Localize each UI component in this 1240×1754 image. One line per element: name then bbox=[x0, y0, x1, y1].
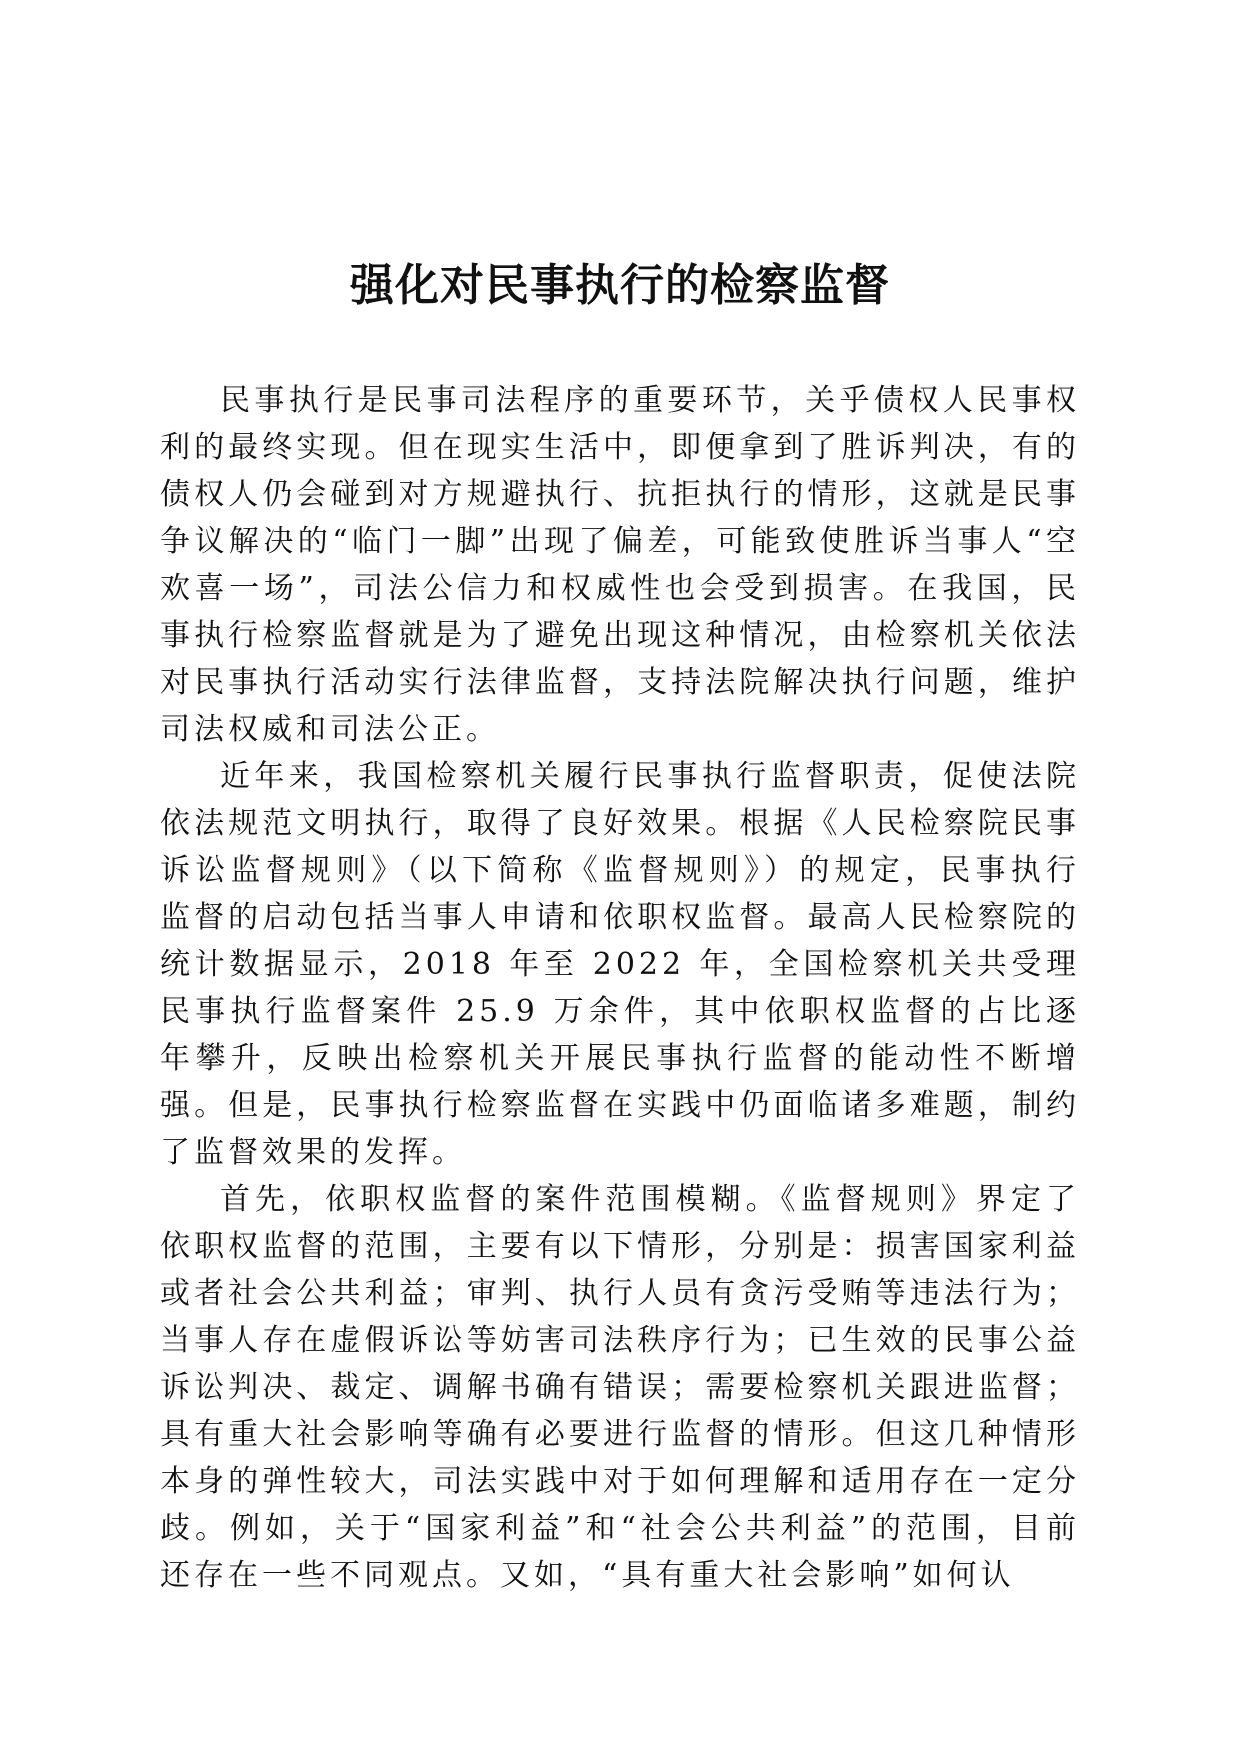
document-body bbox=[160, 377, 1080, 1599]
paragraph-2: 近年来，我国检察机关履行民事执行监督职责，促使法院依法规范文明执行，取得了良好效果。根据《人民检察院民事诉讼监督规则》（以下简称《监督规则》）的规定，民事执行监督的启动包括当事人申请和依职权监督。最高人民检察院的统计数据显示，2018 年至 2022 年，全国检察机关共受理民事执行监督案件 25.9 万余件，其中依职权监督的占比逐年攀升，反映出检察机关开展民事执行监督的能动性不断增强。但是，民事执行检察监督在实践中仍面临诸多难题，制约了监督效果的发挥。 bbox=[160, 759, 1080, 1170]
paragraph-3: 首先，依职权监督的案件范围模糊。《监督规则》界定了依职权监督的范围，主要有以下情形，分别是：损害国家利益或者社会公共利益；审判、执行人员有贪污受贿等违法行为；当事人存在虚假诉讼等妨害司法秩序行为；已生效的民事公益诉讼判决、裁定、调解书确有错误；需要检察机关跟进监督；具有重大社会影响等确有必要进行监督的情形。但这几种情形本身的弹性较大，司法实践中对于如何理解和适用存在一定分歧。例如，关于“国家利益”和“社会公共利益”的范围，目前还存在一些不同观点。又如，“具有重大社会影响”如何认 bbox=[160, 1182, 1080, 1593]
paragraph-1: 民事执行是民事司法程序的重要环节，关乎债权人民事权利的最终实现。但在现实生活中，即便拿到了胜诉判决，有的债权人仍会碰到对方规避执行、抗拒执行的情形，这就是民事争议解决的“临门一脚”出现了偏差，可能致使胜诉当事人“空欢喜一场”，司法公信力和权威性也会受到损害。在我国，民事执行检察监督就是为了避免出现这种情况，由检察机关依法对民事执行活动实行法律监督，支持法院解决执行问题，维护司法权威和司法公正。 bbox=[160, 383, 1080, 747]
document-title: 强化对民事执行的检察监督 bbox=[350, 260, 890, 311]
